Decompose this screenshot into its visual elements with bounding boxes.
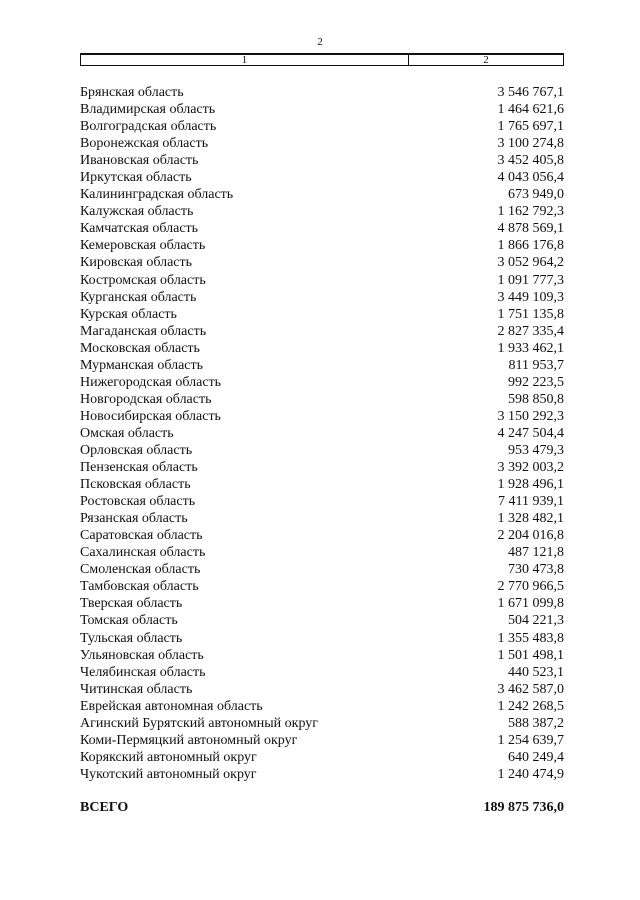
region-name: Корякский автономный округ [80,749,257,765]
region-name: Владимирская область [80,102,216,118]
table-row [80,732,564,749]
region-name: Курская область [80,306,177,322]
region-value: 588 387,2 [508,715,564,731]
table-row [80,544,564,561]
table-row [80,186,564,203]
region-name: Пензенская область [80,460,198,476]
table-row [80,323,564,340]
region-value: 7 411 939,1 [498,494,564,510]
region-name: Воронежская область [80,136,209,152]
table-row [80,408,564,425]
region-name: Ульяновская область [80,647,204,663]
region-value: 4 247 504,4 [497,425,564,441]
table-row [80,510,564,527]
table-row [80,527,564,544]
region-name: Курганская область [80,289,197,305]
region-value: 1 355 483,8 [497,630,564,646]
table-row [80,664,564,681]
region-value: 440 523,1 [508,664,564,680]
table-row [80,647,564,664]
region-value: 3 392 003,2 [497,460,564,476]
region-value: 2 770 966,5 [497,579,564,595]
region-name: Тверская область [80,596,183,612]
region-value: 1 091 777,3 [497,272,564,288]
region-name: Псковская область [80,477,191,493]
total-row [80,799,564,816]
total-label: ВСЕГО [80,800,129,815]
region-value: 730 473,8 [508,562,564,578]
region-value: 3 052 964,2 [497,255,564,271]
table-row [80,595,564,612]
region-value: 504 221,3 [508,613,564,629]
region-value: 2 204 016,8 [497,528,564,544]
region-name: Иркутская область [80,170,192,186]
region-value: 1 765 697,1 [497,119,564,135]
table-row [80,561,564,578]
region-value: 2 827 335,4 [497,323,564,339]
region-value: 1 501 498,1 [497,647,564,663]
table-row [80,220,564,237]
table-row [80,425,564,442]
region-value: 992 223,5 [508,374,564,390]
region-name: Калужская область [80,204,194,220]
table-row [80,476,564,493]
total-value: 189 875 736,0 [483,800,564,815]
table-row [80,152,564,169]
table-row [80,340,564,357]
region-value: 1 928 496,1 [497,477,564,493]
region-name: Новосибирская область [80,408,221,424]
table-row [80,612,564,629]
region-value: 1 162 792,3 [497,204,564,220]
region-name: Тамбовская область [80,579,199,595]
region-value: 3 100 274,8 [497,136,564,152]
region-name: Мурманская область [80,357,204,373]
table-row [80,254,564,271]
region-name: Калининградская область [80,187,234,203]
table-row [80,374,564,391]
table-row [80,306,564,323]
region-value: 1 242 268,5 [497,698,564,714]
region-name: Ростовская область [80,494,196,510]
region-name: Кировская область [80,255,193,271]
region-value: 487 121,8 [508,545,564,561]
region-name: Магаданская область [80,323,207,339]
region-value: 1 671 099,8 [497,596,564,612]
table-row [80,749,564,766]
region-name: Тульская область [80,630,183,646]
region-name: Новгородская область [80,391,212,407]
region-value: 673 949,0 [508,187,564,203]
table-row [80,442,564,459]
region-name: Камчатская область [80,221,199,237]
region-value: 1 933 462,1 [497,340,564,356]
region-name: Саратовская область [80,528,203,544]
region-value: 953 479,3 [508,442,564,458]
region-value: 3 546 767,1 [497,85,564,100]
region-value: 3 462 587,0 [497,681,564,697]
table-row [80,272,564,289]
region-name: Сахалинская область [80,545,206,561]
region-name: Костромская область [80,272,206,288]
region-name: Орловская область [80,442,193,458]
table-row [80,459,564,476]
region-value: 811 953,7 [508,357,564,373]
region-name: Кемеровская область [80,238,206,254]
region-value: 3 449 109,3 [497,289,564,305]
table-row [80,101,564,118]
region-value: 1 240 474,9 [497,766,564,782]
region-list [80,84,564,783]
table-row [80,630,564,647]
region-value: 1 751 135,8 [497,306,564,322]
region-name: Омская область [80,425,174,441]
region-name: Челябинская область [80,664,206,680]
region-value: 1 866 176,8 [497,238,564,254]
region-name: Еврейская автономная область [80,698,263,714]
region-name: Брянская область [80,85,184,100]
table-row [80,118,564,135]
region-name: Томская область [80,613,178,629]
table-row [80,698,564,715]
region-value: 1 464 621,6 [497,102,564,118]
region-name: Чукотский автономный округ [80,766,257,782]
region-value: 1 254 639,7 [497,732,564,748]
table-row [80,493,564,510]
region-name: Читинская область [80,681,193,697]
table-row [80,766,564,783]
region-value: 4 878 569,1 [497,221,564,237]
table-row [80,203,564,220]
table-row [80,237,564,254]
table-row [80,681,564,698]
table-row [80,357,564,374]
region-name: Коми-Пермяцкий автономный округ [80,732,298,748]
table-row [80,289,564,306]
region-name: Московская область [80,340,200,356]
region-value: 3 452 405,8 [497,153,564,169]
table-row [80,169,564,186]
region-value: 640 249,4 [508,749,564,765]
column-header-row [80,53,564,66]
table-row [80,135,564,152]
region-name: Ивановская область [80,153,199,169]
table-row [80,84,564,101]
region-value: 598 850,8 [508,391,564,407]
region-name: Нижегородская область [80,374,222,390]
region-value: 4 043 056,4 [497,170,564,186]
table-row [80,715,564,732]
region-name: Волгоградская область [80,119,217,135]
page-number: 2 [317,36,323,48]
region-name: Смоленская область [80,562,201,578]
region-value: 3 150 292,3 [497,408,564,424]
region-name: Рязанская область [80,511,188,527]
table-row [80,578,564,595]
region-value: 1 328 482,1 [497,511,564,527]
table-row [80,391,564,408]
column-header-2: 2 [483,54,489,66]
region-name: Агинский Бурятский автономный округ [80,715,318,731]
column-header-1: 1 [81,55,409,65]
